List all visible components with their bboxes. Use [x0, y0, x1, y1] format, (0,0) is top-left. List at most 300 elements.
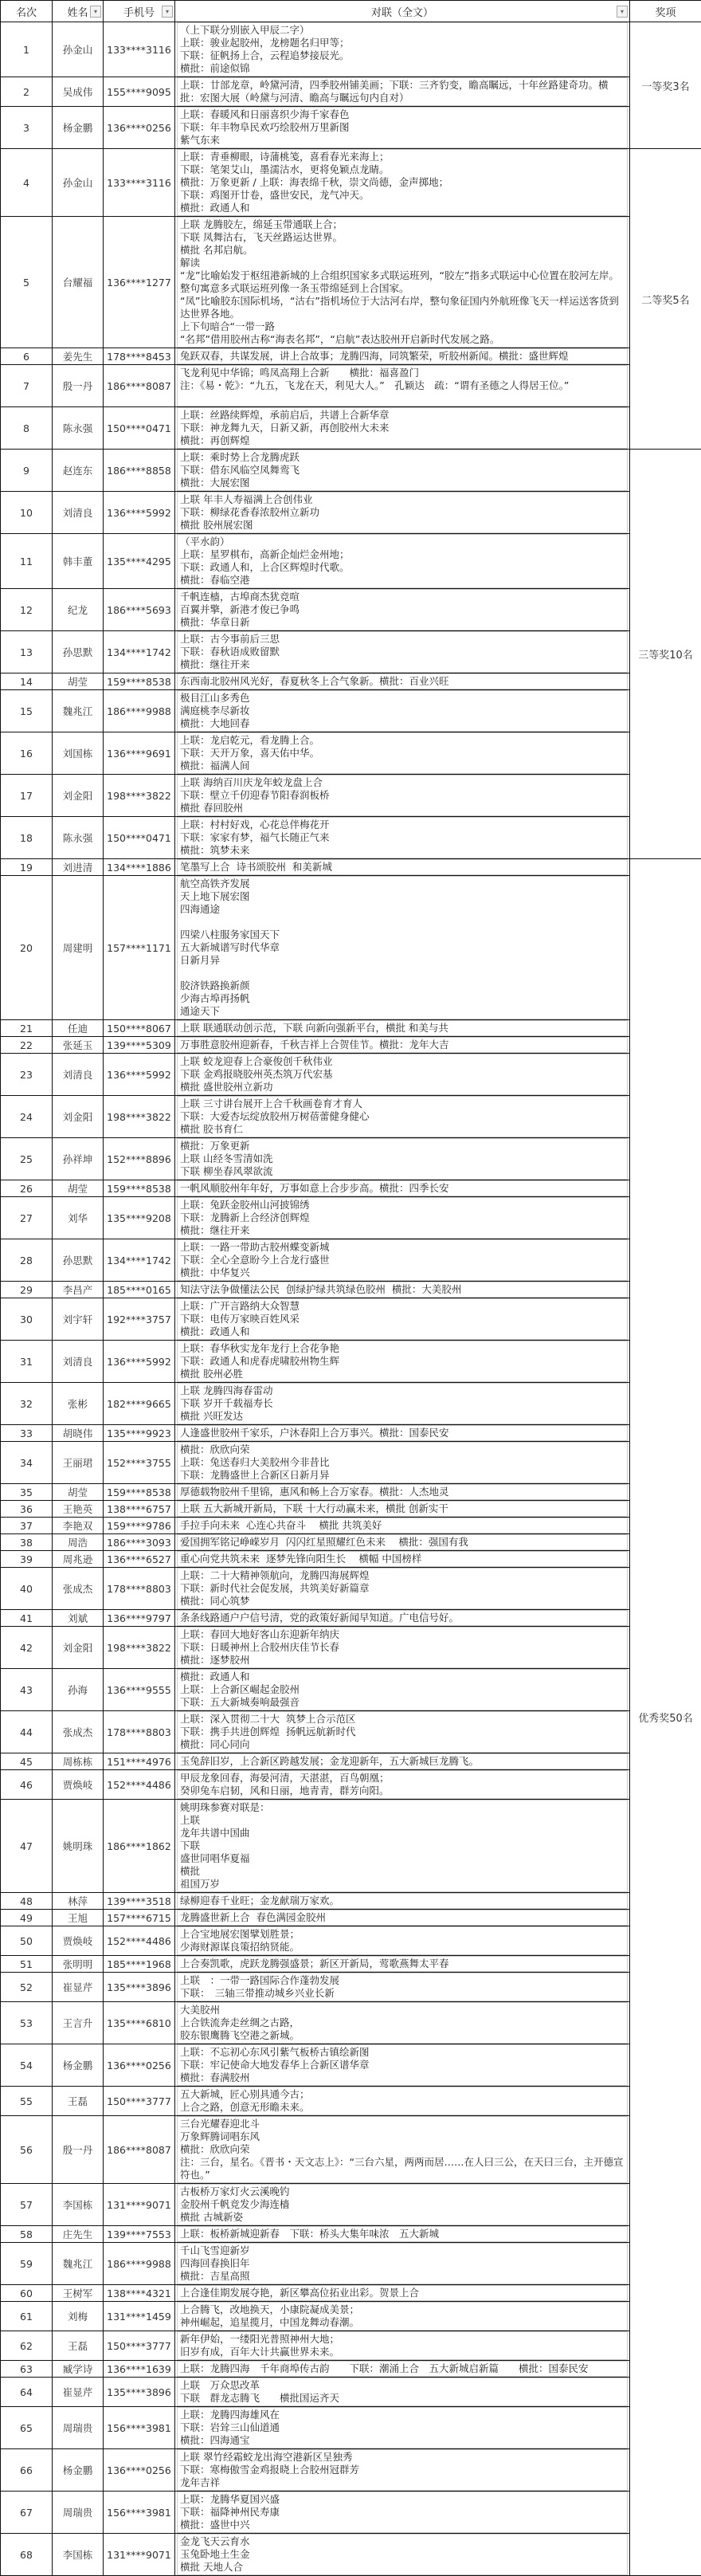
name-cell: 周建明	[53, 876, 104, 1020]
couplet-cell	[175, 1037, 630, 1054]
rank-cell: 63	[1, 2361, 53, 2378]
table-row	[1, 2226, 701, 2243]
couplet-line: 日新月异	[180, 954, 625, 967]
couplet-text-box	[177, 1138, 628, 1180]
couplet-text-box	[177, 2492, 628, 2533]
couplet-cell	[175, 365, 630, 407]
phone-cell: 159****8538	[104, 1484, 175, 1501]
couplet-text-box	[177, 22, 628, 77]
couplet-line: 百翼并擎，新港才俊已争鸣	[180, 603, 625, 616]
couplet-cell	[175, 2407, 630, 2449]
couplet-line	[180, 916, 625, 929]
couplet-text-box	[177, 2285, 628, 2301]
phone-cell: 150****3777	[104, 2087, 175, 2116]
phone-cell: 185****1968	[104, 1956, 175, 1973]
table-row	[1, 2002, 701, 2044]
couplet-text-box	[177, 2378, 628, 2406]
rank-cell: 68	[1, 2534, 53, 2576]
name-cell: 王艳英	[53, 1501, 104, 1518]
phone-cell: 135****6810	[104, 2002, 175, 2044]
couplet-line: 横批：四海通宝	[180, 2434, 625, 2447]
couplet-text-box	[177, 1037, 628, 1053]
couplet-line: 下联：牢记使命大地发春华上合新区谱华章	[180, 2059, 625, 2071]
table-row	[1, 589, 701, 631]
phone-cell: 139****3518	[104, 1893, 175, 1910]
couplet-cell	[175, 2044, 630, 2087]
couplet-cell	[175, 2378, 630, 2407]
couplet-line: 下联：年丰物阜民欢巧绘胶州万里新图	[180, 121, 625, 134]
couplet-line: 甲辰龙象回春，海晏河清，天湛湛，百鸟朝凰；	[180, 1772, 625, 1785]
rank-cell: 58	[1, 2226, 53, 2243]
phone-cell: 178****8803	[104, 1568, 175, 1610]
couplet-line: 下联：家家有梦，福气长随正气来	[180, 831, 625, 844]
couplet-line: 上合奏凯歌，虎跃龙腾强盛景；新区开新局，莺歌燕舞太平春	[180, 1958, 625, 1970]
table-row	[1, 1551, 701, 1568]
couplet-line: 上联：乘时势上合龙腾虎跃	[180, 451, 625, 464]
phone-cell: 136****9691	[104, 732, 175, 775]
couplet-cell	[175, 1383, 630, 1425]
award-cell: 三等奖10名	[630, 450, 701, 859]
couplet-line: 上合铁流奔走丝绸之古路，	[180, 2016, 625, 2029]
couplet-text-box	[177, 859, 628, 875]
couplet-line: 上联：春华秋实龙年龙行上合花争艳	[180, 1342, 625, 1355]
table-row	[1, 1534, 701, 1551]
couplet-cell	[175, 2002, 630, 2044]
couplet-text-box	[177, 492, 628, 533]
couplet-cell	[175, 1484, 630, 1501]
couplet-cell	[175, 2226, 630, 2243]
filter-dropdown-icon[interactable]: ▾	[617, 6, 628, 18]
couplet-text-box	[177, 631, 628, 673]
phone-cell: 159****8538	[104, 1180, 175, 1197]
couplet-line: 上联：深入贯彻二十大 筑梦上合示范区	[180, 1713, 625, 1726]
couplet-line: 上联：龙腾四海雄风在	[180, 2409, 625, 2421]
table-row	[1, 1669, 701, 1711]
couplet-line: 横批 兴旺发达	[180, 1410, 625, 1423]
couplet-cell	[175, 1282, 630, 1298]
couplet-line: 横批 名邦启航。	[180, 244, 625, 257]
couplet-line: 下联：神龙舞九天，日新又新，再创胶州大未来	[180, 422, 625, 434]
couplet-line: 满庭桃李尽新妆	[180, 705, 625, 717]
phone-cell: 198****3822	[104, 1627, 175, 1669]
phone-cell: 159****9786	[104, 1518, 175, 1534]
couplet-line: “龙”比喻始发于枢纽港新城的上合组织国家多式联运班列，“胶左”指多式联运中心位置在胶河左岸。整句寓意多式联运班列像一条玉带绵延到上合国家。	[180, 269, 625, 295]
rank-cell: 40	[1, 1568, 53, 1610]
couplet-line: 横批：中华复兴	[180, 1266, 625, 1279]
rank-cell: 67	[1, 2492, 53, 2534]
rank-cell: 37	[1, 1518, 53, 1534]
table-row	[1, 1956, 701, 1973]
couplet-text-box	[177, 690, 628, 732]
couplet-line: 上联：古今事前后三思	[180, 633, 625, 646]
phone-cell: 135****9923	[104, 1425, 175, 1442]
table-row	[1, 450, 701, 492]
rank-cell: 53	[1, 2002, 53, 2044]
name-cell: 刘金阳	[53, 775, 104, 817]
couplet-text-box	[177, 1956, 628, 1972]
couplet-line: 重心向党共筑未来 逐梦先锋向阳生长 横幅 中国榜样	[180, 1553, 625, 1565]
couplet-cell	[175, 2302, 630, 2331]
name-cell: 刘进清	[53, 859, 104, 876]
couplet-text-box	[177, 1501, 628, 1517]
couplet-cell	[175, 1518, 630, 1534]
couplet-line: 下联 凤舞沽右，飞天丝路运达世界。	[180, 231, 625, 244]
couplet-line: 天上地下展宏图	[180, 890, 625, 903]
name-cell: 李昌产	[53, 1282, 104, 1298]
rank-cell: 48	[1, 1893, 53, 1910]
couplet-line: 横批：华章日新	[180, 616, 625, 629]
phone-cell: 131****1459	[104, 2302, 175, 2331]
couplet-text-box	[177, 876, 628, 1019]
couplet-line: 上联：上合新区崛起金胶州	[180, 1683, 625, 1696]
name-cell: 刘华	[53, 1197, 104, 1239]
couplet-line: 笔墨写上合 诗书颂胶州 和美新城	[180, 861, 625, 874]
phone-cell: 131****9071	[104, 2184, 175, 2226]
couplet-line: 注：《易・乾》：“九五，飞龙在天，利见大人。” 孔颖达 疏：“谓有圣德之人得居王位。”	[180, 379, 625, 392]
rank-cell: 50	[1, 1926, 53, 1956]
phone-cell: 192****3757	[104, 1298, 175, 1341]
couplet-cell	[175, 1610, 630, 1627]
rank-cell: 66	[1, 2449, 53, 2492]
couplet-cell	[175, 775, 630, 817]
couplet-line: 五大新城，匠心别具通今古；	[180, 2088, 625, 2101]
table-row	[1, 1298, 701, 1341]
couplet-line: 横批 胶书育仁	[180, 1123, 625, 1136]
couplet-cell	[175, 1551, 630, 1568]
table-row	[1, 2184, 701, 2226]
table-row	[1, 1711, 701, 1753]
phone-cell: 139****7553	[104, 2226, 175, 2243]
couplet-line: 龙年共谱中国曲	[180, 1827, 625, 1840]
table-row	[1, 217, 701, 348]
couplet-line: “凤”比喻胶东国际机场，“沽右”指机场位于大沽河右岸，整句象征国内外航班像飞天一样运送客货到达世界各地。	[180, 295, 625, 320]
couplet-text-box	[177, 1610, 628, 1626]
filter-dropdown-icon[interactable]: ▾	[90, 6, 101, 18]
couplet-line: 上合之路，创意无形瞻未来。	[180, 2101, 625, 2114]
phone-cell: 136****0256	[104, 2044, 175, 2087]
filter-dropdown-icon[interactable]: ▾	[162, 6, 173, 18]
name-cell: 张明明	[53, 1956, 104, 1973]
rank-cell: 61	[1, 2302, 53, 2331]
rank-cell: 9	[1, 450, 53, 492]
couplet-cell	[175, 2361, 630, 2378]
couplet-line: 横批：春临空港	[180, 574, 625, 587]
couplet-text-box	[177, 534, 628, 588]
couplet-line: 胶东银鹰腾飞空港之新城。	[180, 2029, 625, 2042]
couplet-line: 千帆连樯，古埠商杰犹竞喧	[180, 591, 625, 603]
couplet-line: 横批：再创辉煌	[180, 434, 625, 447]
couplet-line: 下联：全心全意盼今上合龙行盛世	[180, 1254, 625, 1266]
couplet-text-box	[177, 1893, 628, 1909]
name-cell: 刘国栋	[53, 732, 104, 775]
couplet-text-box	[177, 2087, 628, 2115]
name-cell: 姜先生	[53, 348, 104, 365]
couplet-text-box	[177, 2184, 628, 2225]
name-cell: 任迪	[53, 1020, 104, 1037]
name-cell: 姚明珠	[53, 1800, 104, 1893]
phone-cell: 139****5309	[104, 1037, 175, 1054]
couplet-line: 上联：春回大地好客山东迎新年纳庆	[180, 1628, 625, 1641]
couplet-line: 少海财源谋良策招纳贤能。	[180, 1941, 625, 1954]
phone-cell: 186****8087	[104, 2116, 175, 2184]
table-row	[1, 2378, 701, 2407]
name-cell: 张成杰	[53, 1711, 104, 1753]
couplet-cell	[175, 2116, 630, 2184]
table-row	[1, 775, 701, 817]
couplet-line: 万事胜意胶州迎新春，千秋吉祥上合贺佳节。横批：龙年大吉	[180, 1039, 625, 1051]
couplet-cell	[175, 1973, 630, 2002]
couplet-text-box	[177, 775, 628, 816]
couplet-line: 下联：五大新城奏响最强音	[180, 1696, 625, 1709]
table-row	[1, 348, 701, 365]
name-cell: 张延玉	[53, 1037, 104, 1054]
couplet-line: 横批 古城新姿	[180, 2211, 625, 2224]
couplet-line: 龙年吉祥	[180, 2476, 625, 2489]
rank-cell: 33	[1, 1425, 53, 1442]
couplet-line: 横批：春满胶州	[180, 2071, 625, 2084]
phone-cell: 150****3777	[104, 2331, 175, 2361]
couplet-cell	[175, 149, 630, 217]
table-row	[1, 2243, 701, 2285]
couplet-cell	[175, 1770, 630, 1800]
name-cell: 孙金山	[53, 149, 104, 217]
rank-cell: 43	[1, 1669, 53, 1711]
couplet-line: 三台光耀春迎北斗	[180, 2118, 625, 2130]
table-row	[1, 2087, 701, 2116]
table-row	[1, 1197, 701, 1239]
name-cell: 孙海	[53, 1669, 104, 1711]
couplet-line: 横批：欣欣向荣	[180, 2143, 625, 2156]
phone-cell: 152****4486	[104, 1926, 175, 1956]
phone-cell: 135****3896	[104, 1973, 175, 2002]
rank-cell: 32	[1, 1383, 53, 1425]
couplet-text-box	[177, 1973, 628, 2001]
couplet-cell	[175, 673, 630, 690]
name-cell: 周栋栋	[53, 1753, 104, 1770]
couplet-line: 上联：一路一带助古胶州蝶变新城	[180, 1241, 625, 1254]
couplet-text-box	[177, 1442, 628, 1483]
couplet-line: 条条线路通户户信号清，党的政策好新闻早知道。广电信号好。	[180, 1612, 625, 1624]
name-cell: 刘清良	[53, 1054, 104, 1096]
rank-cell: 8	[1, 407, 53, 450]
rank-cell: 14	[1, 673, 53, 690]
rank-cell: 38	[1, 1534, 53, 1551]
couplet-cell	[175, 2449, 630, 2492]
table-row	[1, 534, 701, 589]
phone-cell: 135****4295	[104, 534, 175, 589]
table-row	[1, 1484, 701, 1501]
couplet-line: 上合腾飞，改地换天，小康院凝成美景；	[180, 2303, 625, 2316]
couplet-line: 上联：不忘初心东风引紫气板桥古镇绘新图	[180, 2046, 625, 2059]
table-row	[1, 1610, 701, 1627]
table-row	[1, 1973, 701, 2002]
rank-cell: 39	[1, 1551, 53, 1568]
phone-cell: 150****8067	[104, 1020, 175, 1037]
rank-cell: 1	[1, 22, 53, 77]
couplet-line: 上联 蛟龙迎春上合豪俊创千秋伟业	[180, 1055, 625, 1068]
table-row	[1, 77, 701, 107]
table-row	[1, 149, 701, 217]
phone-cell: 186****9988	[104, 2243, 175, 2285]
rank-cell: 3	[1, 107, 53, 149]
couplet-text-box	[177, 1800, 628, 1892]
name-cell: 王磊	[53, 2331, 104, 2361]
phone-cell: 156****3981	[104, 2492, 175, 2534]
couplet-line: 姚明珠参赛对联是：	[180, 1801, 625, 1814]
couplet-cell	[175, 492, 630, 534]
couplet-line: 上联 山经冬雪清如洗	[180, 1153, 625, 1165]
couplet-text-box	[177, 2226, 628, 2242]
couplet-cell	[175, 1800, 630, 1893]
couplet-line: 上联 龙腾四海春雷动	[180, 1384, 625, 1397]
couplet-line: 龙腾盛世新上合 春色满园金胶州	[180, 1911, 625, 1924]
phone-cell: 186****8858	[104, 450, 175, 492]
couplet-line: 下联：借东风临空凤舞鸾飞	[180, 464, 625, 477]
couplet-text-box	[177, 2331, 628, 2360]
couplet-text-box	[177, 2449, 628, 2491]
couplet-line: 上联：星罗棋布，高新企灿烂金州地；	[180, 548, 625, 561]
table-row	[1, 22, 701, 77]
couplet-cell	[175, 732, 630, 775]
couplet-line: 上联：骏业起胶州，龙榜题名归甲等；	[180, 37, 625, 49]
couplet-line: 四梁八柱服务家国天下	[180, 929, 625, 941]
couplet-line: 下联：岩耸三山仙道通	[180, 2421, 625, 2434]
couplet-line: 横批：前途似锦	[180, 62, 625, 75]
couplet-line: 下联 岁开千载福寿长	[180, 1397, 625, 1410]
name-cell: 孙思默	[53, 631, 104, 673]
couplet-line: 下联：电传万家映百姓风采	[180, 1313, 625, 1325]
couplet-line: 横批	[180, 1865, 625, 1878]
rank-cell: 16	[1, 732, 53, 775]
couplet-line: 上合逢佳期发展夺艳，新区攀高位拓业出彩。贺景上合	[180, 2287, 625, 2299]
phone-cell: 136****1277	[104, 217, 175, 348]
couplet-cell	[175, 2087, 630, 2116]
rank-cell: 15	[1, 690, 53, 732]
phone-cell: 178****8453	[104, 348, 175, 365]
couplet-line: 古板桥万家灯火云溪晚钓	[180, 2185, 625, 2198]
phone-cell: 198****3822	[104, 1096, 175, 1138]
header-couplet-label: 对联（全文）	[371, 7, 433, 19]
couplet-line: 上联	[180, 1814, 625, 1827]
rank-cell: 17	[1, 775, 53, 817]
couplet-cell	[175, 1501, 630, 1518]
couplet-text-box	[177, 107, 628, 148]
couplet-line: 下联 柳坐春风翠欲流	[180, 1165, 625, 1178]
couplet-line: （上下联分别嵌入甲辰二字）	[180, 24, 625, 37]
phone-cell: 150****0471	[104, 407, 175, 450]
table-row	[1, 1926, 701, 1956]
name-cell: 周兆逊	[53, 1551, 104, 1568]
phone-cell: 155****9095	[104, 77, 175, 107]
couplet-line: 横批 春回胶州	[180, 802, 625, 815]
table-row	[1, 1096, 701, 1138]
couplet-line: 一帆风顺胶州年年好，万事如意上合步步高。横批：四季长安	[180, 1182, 625, 1195]
couplet-text-box	[177, 77, 628, 106]
header-name-label: 姓名	[67, 7, 88, 19]
couplet-line: 上联 翠竹经霜蛟龙出海空港新区呈独秀	[180, 2451, 625, 2464]
phone-cell: 134****1742	[104, 1239, 175, 1282]
name-cell: 台耀福	[53, 217, 104, 348]
couplet-line: 上联：兔送春归大美胶州今非昔比	[180, 1456, 625, 1469]
couplet-text-box	[177, 1239, 628, 1281]
couplet-text-box	[177, 1298, 628, 1340]
couplet-text-box	[177, 1484, 628, 1500]
couplet-text-box	[177, 1711, 628, 1753]
couplet-line: 上联：龙腾四海 千年商埠传古韵 下联：潮涌上合 五大新城启新篇 横批：国泰民安	[180, 2362, 625, 2375]
phone-cell: 134****1742	[104, 631, 175, 673]
couplet-line	[180, 392, 625, 405]
name-cell: 刘梅	[53, 2302, 104, 2331]
couplet-line: 上联 三寸讲台展开上合千秋画卷育才育人	[180, 1098, 625, 1110]
name-cell: 胡莹	[53, 1484, 104, 1501]
couplet-line: 金胶州千帆竞发少海连樯	[180, 2198, 625, 2211]
couplet-text-box	[177, 365, 628, 406]
table-row	[1, 2534, 701, 2576]
phone-cell: 136****5992	[104, 1054, 175, 1096]
table-row	[1, 1910, 701, 1926]
couplet-line: 航空高铁齐发展	[180, 878, 625, 890]
couplet-line: 横批：同心同向	[180, 1738, 625, 1751]
phone-cell: 150****0471	[104, 817, 175, 859]
table-row	[1, 1383, 701, 1425]
name-cell: 王丽珺	[53, 1442, 104, 1484]
couplet-line: 横批：逐梦胶州	[180, 1654, 625, 1667]
couplet-text-box	[177, 450, 628, 491]
couplet-cell	[175, 1926, 630, 1956]
couplet-line: 盛世同唱华夏福	[180, 1852, 625, 1865]
couplet-line: 横批：万象更新	[180, 1140, 625, 1153]
name-cell: 孙思默	[53, 1239, 104, 1282]
name-cell: 陈永强	[53, 407, 104, 450]
couplet-line: 下联：日暖神州上合胶州庆佳节长春	[180, 1641, 625, 1654]
name-cell: 孙金山	[53, 22, 104, 77]
table-row	[1, 1442, 701, 1484]
name-cell: 崔显芹	[53, 1973, 104, 2002]
couplet-line: 祖国万岁	[180, 1878, 625, 1891]
rank-cell: 27	[1, 1197, 53, 1239]
couplet-text-box	[177, 217, 628, 348]
couplet-line: 厚德载物胶州千里锦，惠风和畅上合万家春。横批：人杰地灵	[180, 1486, 625, 1498]
name-cell: 王言升	[53, 2002, 104, 2044]
name-cell: 韩丰董	[53, 534, 104, 589]
couplet-cell	[175, 690, 630, 732]
couplet-text-box	[177, 673, 628, 689]
couplet-cell	[175, 1893, 630, 1910]
couplet-text-box	[177, 2116, 628, 2183]
phone-cell: 135****3896	[104, 2378, 175, 2407]
phone-cell: 156****3981	[104, 2407, 175, 2449]
rank-cell: 30	[1, 1298, 53, 1341]
couplet-line: 横批：筑梦未来	[180, 844, 625, 857]
couplet-line: 下联：携手共进创辉煌 扬帆远航新时代	[180, 1726, 625, 1738]
phone-cell: 182****9665	[104, 1383, 175, 1425]
rank-cell: 46	[1, 1770, 53, 1800]
couplet-line: 爱国拥军铭记峥嵘岁月 闪闪红星照耀红色未来 横批：强国有我	[180, 1536, 625, 1549]
name-cell: 王磊	[53, 2087, 104, 2116]
table-row	[1, 876, 701, 1020]
name-cell: 胡晓伟	[53, 1425, 104, 1442]
couplet-line: 知法守法争做懂法公民 创绿护绿共筑绿色胶州 横批：大美胶州	[180, 1283, 625, 1296]
phone-cell: 152****4486	[104, 1770, 175, 1800]
name-cell: 陈永强	[53, 817, 104, 859]
name-cell: 周浩	[53, 1534, 104, 1551]
couplet-line: 神州崛起，追星揽月，中国龙舞动春潮。	[180, 2316, 625, 2329]
rank-cell: 65	[1, 2407, 53, 2449]
couplet-line: 五大新城谱写时代华章	[180, 941, 625, 954]
table-row	[1, 1753, 701, 1770]
couplet-line: 上联 年丰人寿福满上合创伟业	[180, 493, 625, 506]
couplet-line: 大美胶州	[180, 2004, 625, 2016]
